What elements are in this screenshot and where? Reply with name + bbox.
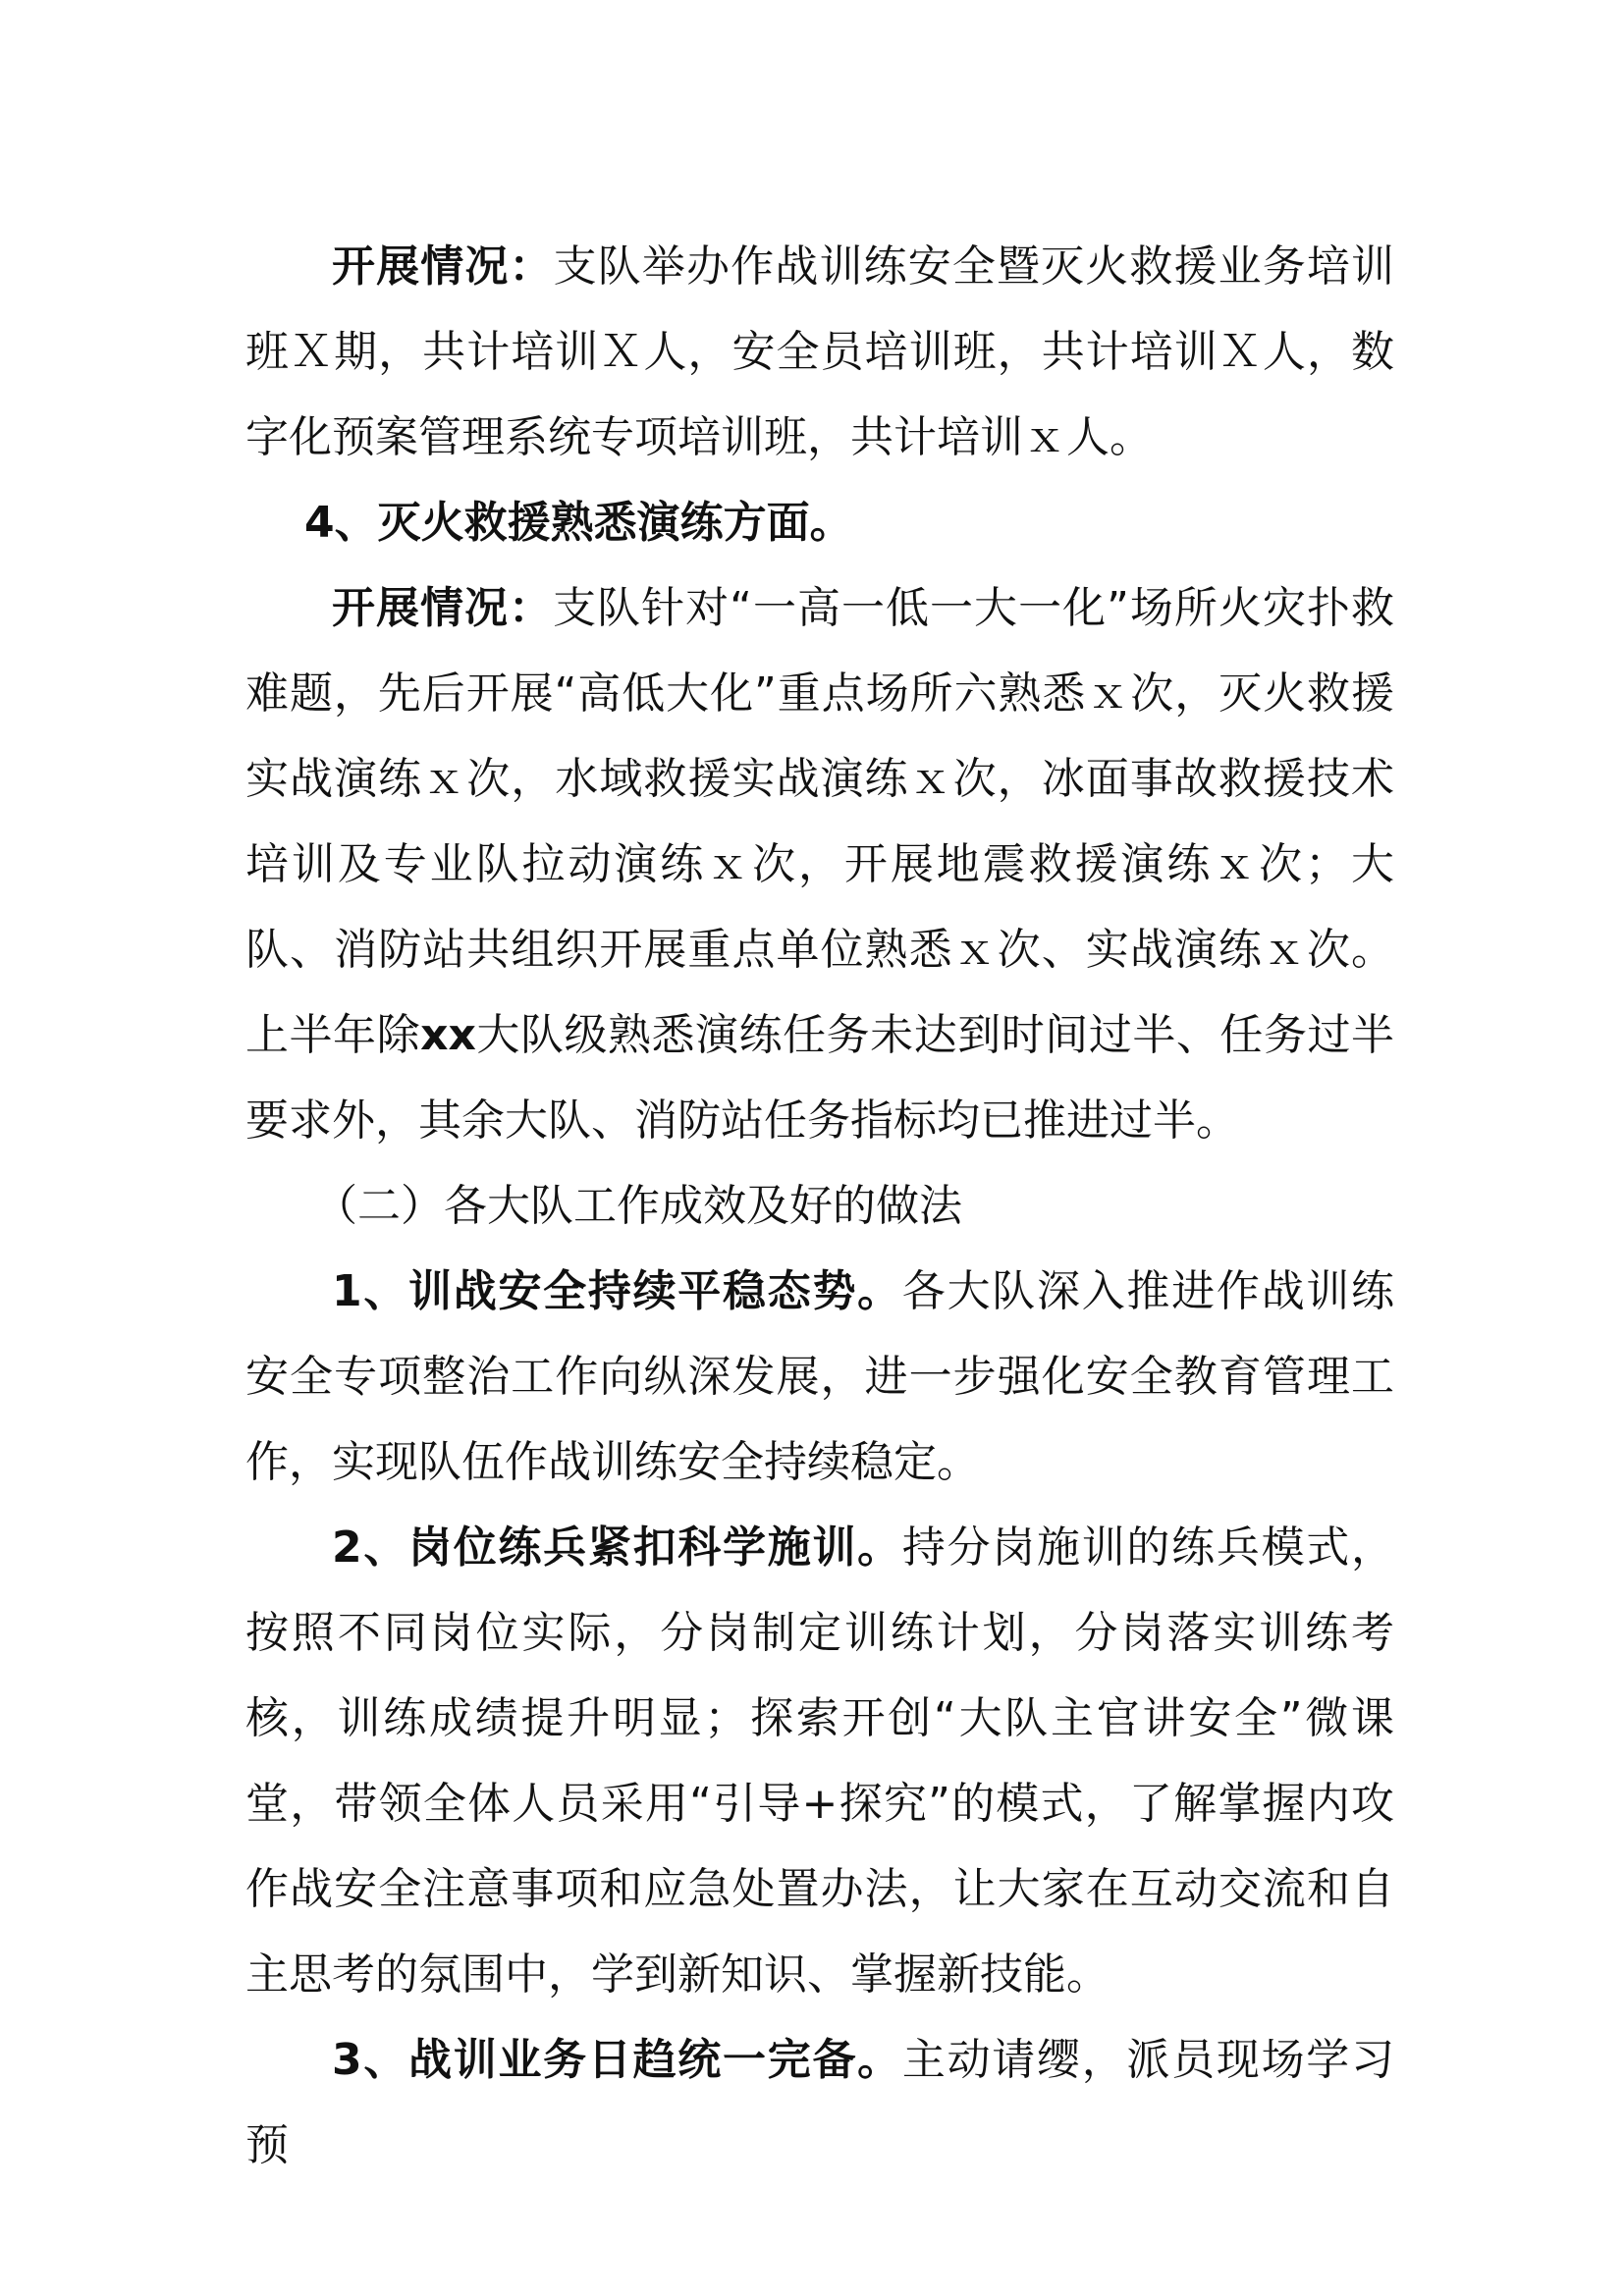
paragraph-text: 支队举办作战训练安全暨灭火救援业务培训班Ｘ期，共计培训Ｘ人，安全员培训班，共计培训Ｘ人，数字化预案管理系统专项培训班，共计培训ｘ人。 xyxy=(245,241,1395,462)
paragraph-safety xyxy=(245,1249,1394,1505)
paragraph-lead: 3、战训业务日趋统一完备。 xyxy=(332,2035,902,2085)
paragraph-text: 持分岗施训的练兵模式，按照不同岗位实际，分岗制定训练计划，分岗落实训练考核，训练成绩提升明显；探索开创“大队主官讲安全”微课堂，带领全体人员采用“引导+探究”的模式，了解掌握内攻作战安全注意事项和应急处置办法，让大家在互动交流和自主思考的氛围中，学到新知识、掌握新技能。 xyxy=(245,1522,1394,2000)
paragraph-lead: 1、训战安全持续平稳态势。 xyxy=(332,1266,902,1316)
paragraph-text: 主动请缨，派员现场学习预 xyxy=(245,2035,1394,2170)
paragraph-operations xyxy=(245,2017,1394,2188)
paragraph-bold-mid: xx xyxy=(420,1010,476,1060)
section-heading-4: 4、灭火救援熟悉演练方面。 xyxy=(304,498,853,548)
paragraph-text: 大队级熟悉演练任务未达到时间过半、任务过半要求外，其余大队、消防站任务指标均已推进过半。 xyxy=(245,1010,1395,1146)
paragraph-text: 支队针对“一高一低一大一化”场所火灾扑救难题，先后开展“高低大化”重点场所六熟悉ｘ次，灭火救援实战演练ｘ次，水域救援实战演练ｘ次，冰面事故救援技术培训及专业队拉动演练ｘ次，开展地震救援演练ｘ次；大队、消防站共组织开展重点单位熟悉ｘ次、实战演练ｘ次。上半年除 xyxy=(245,583,1395,1060)
paragraph-lead: 开展情况： xyxy=(332,583,554,633)
paragraph-lead: 2、岗位练兵紧扣科学施训。 xyxy=(332,1522,902,1573)
paragraph-training xyxy=(245,1505,1394,2017)
subsection-title: （二）各大队工作成效及好的做法 xyxy=(314,1181,962,1231)
paragraph-lead: 开展情况： xyxy=(332,241,554,292)
paragraph-training-summary xyxy=(245,224,1394,480)
paragraph-text: 各大队深入推进作战训练安全专项整治工作向纵深发展，进一步强化安全教育管理工作，实现队伍作战训练安全持续稳定。 xyxy=(245,1266,1394,1487)
document-body xyxy=(245,224,1394,2188)
paragraph-drill-summary xyxy=(245,565,1394,1163)
